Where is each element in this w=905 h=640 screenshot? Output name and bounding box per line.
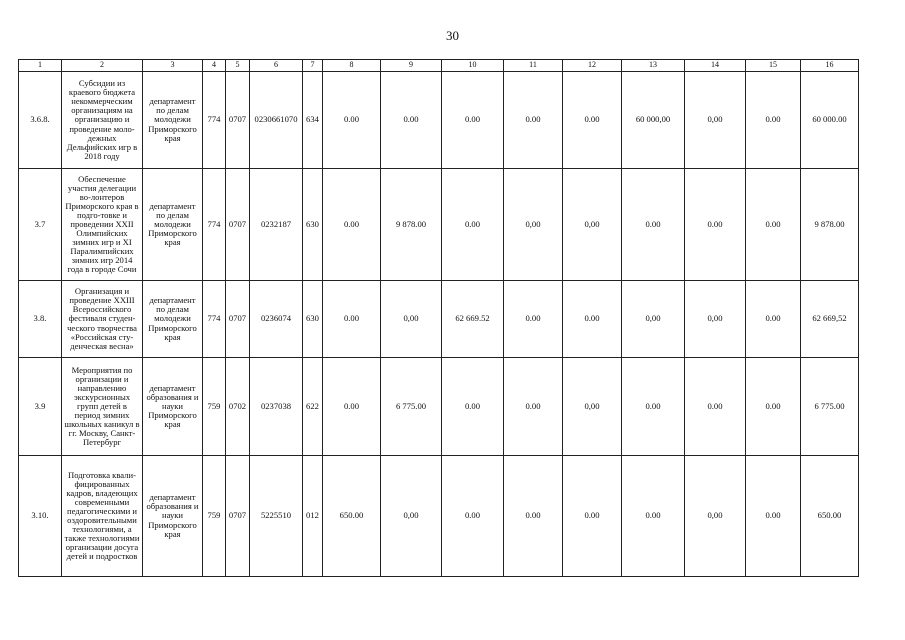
amount-cell: 0.00 — [504, 456, 563, 577]
code-cell: 774 — [203, 72, 226, 169]
code-cell: 622 — [303, 358, 323, 456]
department-cell: департамент образования и науки Приморского края — [143, 358, 203, 456]
column-header: 13 — [622, 60, 685, 72]
column-header: 16 — [801, 60, 859, 72]
item-number: 3.6.8. — [19, 72, 62, 169]
code-cell: 630 — [303, 169, 323, 281]
amount-cell: 62 669.52 — [442, 281, 504, 358]
item-number: 3.9 — [19, 358, 62, 456]
total-cell: 650.00 — [801, 456, 859, 577]
amount-cell: 0.00 — [323, 169, 381, 281]
code-cell: 5225510 — [250, 456, 303, 577]
amount-cell: 0.00 — [442, 456, 504, 577]
code-cell: 0232187 — [250, 169, 303, 281]
amount-cell: 0.00 — [563, 456, 622, 577]
code-cell: 012 — [303, 456, 323, 577]
amount-cell: 0,00 — [381, 281, 442, 358]
column-header: 8 — [323, 60, 381, 72]
code-cell: 0707 — [226, 456, 250, 577]
amount-cell: 6 775.00 — [381, 358, 442, 456]
amount-cell: 0,00 — [563, 358, 622, 456]
column-header: 10 — [442, 60, 504, 72]
item-number: 3.8. — [19, 281, 62, 358]
column-header: 14 — [685, 60, 746, 72]
code-cell: 630 — [303, 281, 323, 358]
table-row — [19, 358, 859, 456]
budget-table — [18, 59, 859, 577]
amount-cell: 0,00 — [563, 169, 622, 281]
amount-cell: 0.00 — [685, 169, 746, 281]
department-cell: департамент по делам молодежи Приморского края — [143, 169, 203, 281]
amount-cell: 0.00 — [504, 281, 563, 358]
column-header: 1 — [19, 60, 62, 72]
amount-cell: 0.00 — [746, 456, 801, 577]
code-cell: 774 — [203, 281, 226, 358]
amount-cell: 0,00 — [685, 281, 746, 358]
amount-cell: 0.00 — [622, 169, 685, 281]
amount-cell: 0.00 — [323, 358, 381, 456]
table-row — [19, 281, 859, 358]
item-description: Обеспечение участия делегации во-лонтеров Приморского края в подго-товке и проведении XXII Олимпийских зимних игр и XI Паралимпийских зимних игр 2014 года в городе Сочи — [62, 169, 143, 281]
amount-cell: 0.00 — [504, 358, 563, 456]
department-cell: департамент по делам молодежи Приморского края — [143, 72, 203, 169]
amount-cell: 0.00 — [563, 72, 622, 169]
code-cell: 759 — [203, 358, 226, 456]
column-header: 6 — [250, 60, 303, 72]
amount-cell: 0.00 — [563, 281, 622, 358]
total-cell: 62 669,52 — [801, 281, 859, 358]
amount-cell: 0.00 — [746, 169, 801, 281]
amount-cell: 0.00 — [442, 358, 504, 456]
amount-cell: 60 000,00 — [622, 72, 685, 169]
amount-cell: 650.00 — [323, 456, 381, 577]
amount-cell: 0.00 — [504, 72, 563, 169]
item-description: Организация и проведение XXIII Всероссийского фестиваля студен-ческого творчества «Российская сту-денческая весна» — [62, 281, 143, 358]
amount-cell: 0.00 — [746, 281, 801, 358]
code-cell: 0236074 — [250, 281, 303, 358]
amount-cell: 0.00 — [442, 72, 504, 169]
item-number: 3.7 — [19, 169, 62, 281]
code-cell: 0230661070 — [250, 72, 303, 169]
total-cell: 60 000.00 — [801, 72, 859, 169]
code-cell: 0237038 — [250, 358, 303, 456]
column-header: 11 — [504, 60, 563, 72]
amount-cell: 0.00 — [442, 169, 504, 281]
page-number: 30 — [446, 28, 459, 43]
column-number-row — [19, 60, 859, 72]
amount-cell: 0.00 — [746, 72, 801, 169]
amount-cell: 0.00 — [622, 358, 685, 456]
amount-cell: 0,00 — [622, 281, 685, 358]
department-cell: департамент образования и науки Приморского края — [143, 456, 203, 577]
amount-cell: 0.00 — [685, 358, 746, 456]
column-header: 2 — [62, 60, 143, 72]
amount-cell: 0.00 — [746, 358, 801, 456]
code-cell: 634 — [303, 72, 323, 169]
department-cell: департамент по делам молодежи Приморского края — [143, 281, 203, 358]
code-cell: 759 — [203, 456, 226, 577]
amount-cell: 9 878.00 — [381, 169, 442, 281]
column-header: 15 — [746, 60, 801, 72]
table-row — [19, 72, 859, 169]
table-row — [19, 456, 859, 577]
code-cell: 0707 — [226, 169, 250, 281]
total-cell: 6 775.00 — [801, 358, 859, 456]
column-header: 9 — [381, 60, 442, 72]
column-header: 4 — [203, 60, 226, 72]
item-description: Мероприятия по организации и направлению экскурсионных групп детей в период зимних школьных каникул в гг. Москву, Санкт-Петербург — [62, 358, 143, 456]
code-cell: 0702 — [226, 358, 250, 456]
code-cell: 0707 — [226, 72, 250, 169]
item-number: 3.10. — [19, 456, 62, 577]
column-header: 3 — [143, 60, 203, 72]
amount-cell: 0.00 — [622, 456, 685, 577]
total-cell: 9 878.00 — [801, 169, 859, 281]
code-cell: 0707 — [226, 281, 250, 358]
item-description: Подготовка квали-фицированных кадров, владеющих современными педагогическими и оздоровительными технологиями, а также технологиями организации досуга детей и подростков — [62, 456, 143, 577]
amount-cell: 0,00 — [381, 456, 442, 577]
item-description: Субсидии из краевого бюджета некоммерческим организациям на организацию и проведение моло-дежных Дельфийских игр в 2018 году — [62, 72, 143, 169]
code-cell: 774 — [203, 169, 226, 281]
table-row — [19, 169, 859, 281]
column-header: 12 — [563, 60, 622, 72]
column-header: 7 — [303, 60, 323, 72]
amount-cell: 0.00 — [323, 72, 381, 169]
column-header: 5 — [226, 60, 250, 72]
amount-cell: 0,00 — [685, 72, 746, 169]
amount-cell: 0.00 — [323, 281, 381, 358]
amount-cell: 0.00 — [381, 72, 442, 169]
amount-cell: 0,00 — [685, 456, 746, 577]
amount-cell: 0,00 — [504, 169, 563, 281]
